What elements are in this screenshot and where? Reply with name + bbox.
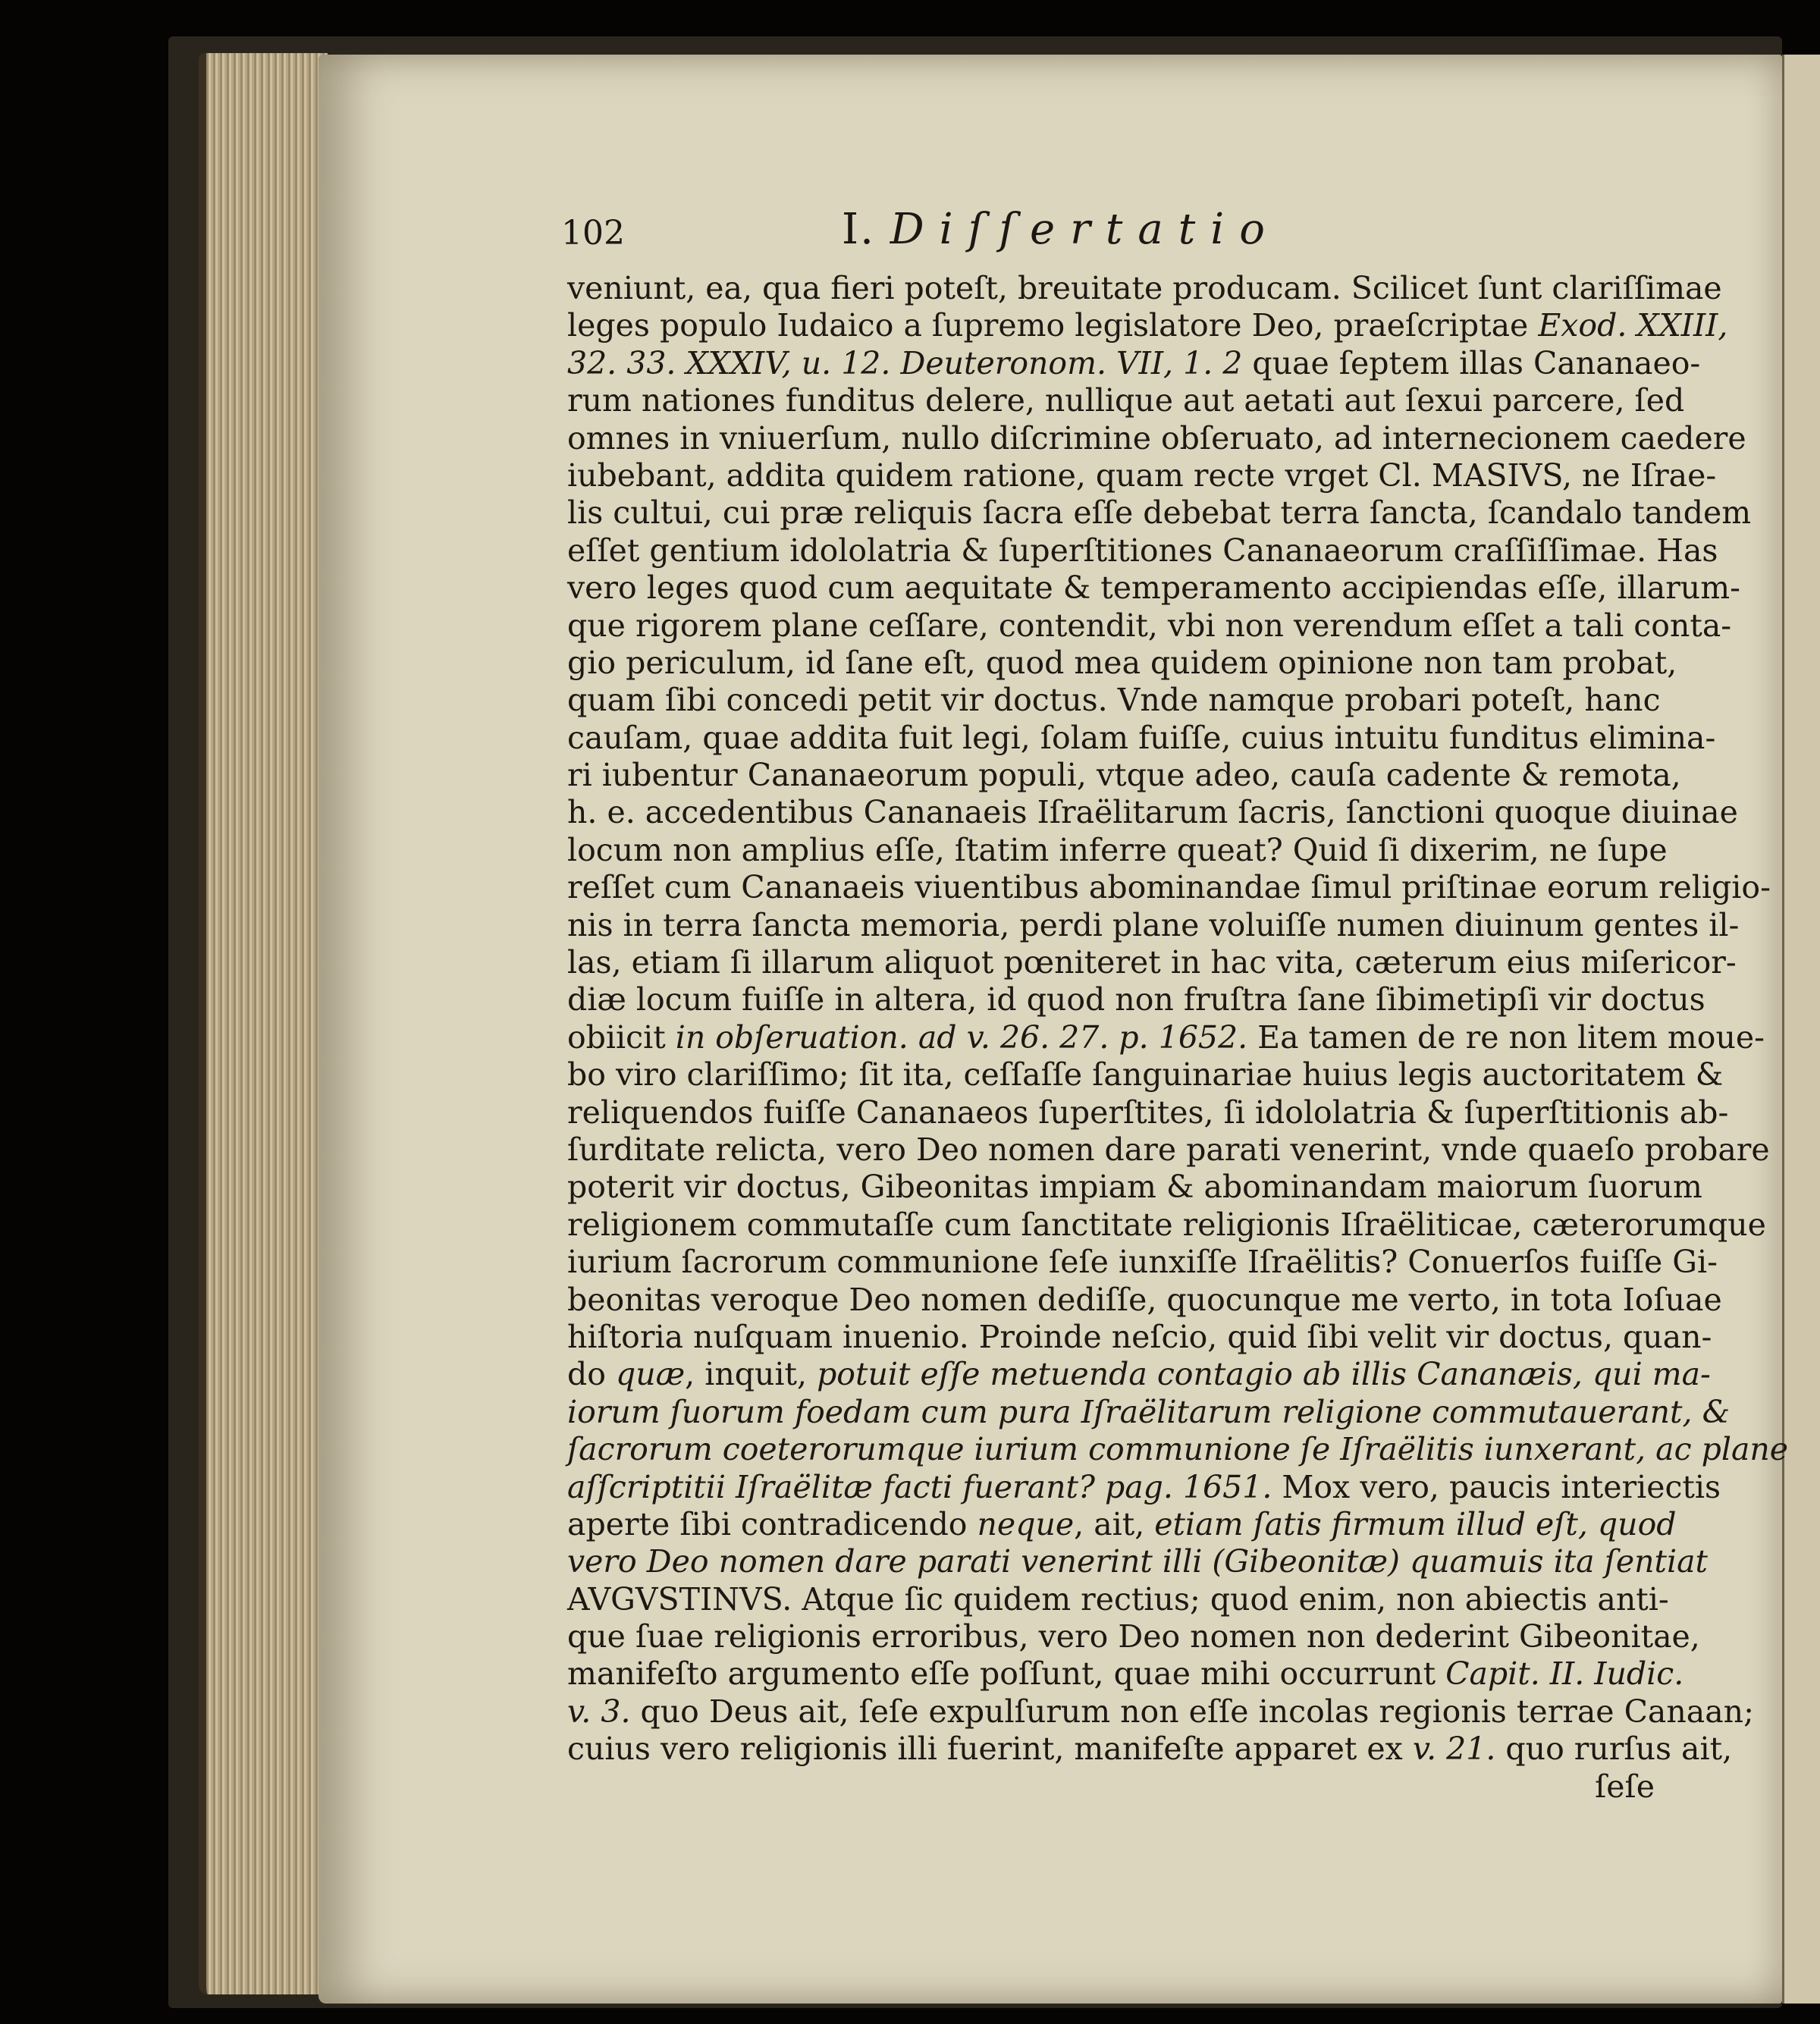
text-line bbox=[567, 457, 1717, 494]
text-run: reſſet cum Cananaeis viuentibus abominandae ſimul priſtinae eorum religio- bbox=[567, 869, 1771, 906]
text-run: locum non amplius eſſe, ſtatim inferre queat? Quid ſi dixerim, ne ſupe bbox=[567, 831, 1668, 868]
text-run: do bbox=[567, 1356, 616, 1393]
text-run: que ſuae religionis erroribus, vero Deo nomen non dederint Gibeonitae, bbox=[567, 1618, 1700, 1655]
text-run: ſurditate relicta, vero Deo nomen dare parati venerint, vnde quaeſo probare bbox=[567, 1131, 1770, 1168]
text-run: las, etiam ſi illarum aliquot pœniteret in hac vita, cæterum eius miſericor- bbox=[567, 944, 1737, 981]
text-run: Mox vero, paucis interiectis bbox=[1272, 1468, 1721, 1505]
text-line bbox=[567, 1618, 1700, 1655]
text-line bbox=[567, 1244, 1718, 1281]
text-run: aperte ſibi contradicendo bbox=[567, 1505, 977, 1542]
page-number: 102 bbox=[561, 214, 625, 253]
text-run: diæ locum fuiſſe in altera, id quod non fruſtra ſane ſibimetipſi vir doctus bbox=[567, 981, 1705, 1018]
text-line bbox=[567, 607, 1732, 645]
text-run: eſſet gentium idololatria & ſuperſtitiones Cananaeorum craſſiſſimae. Has bbox=[567, 532, 1718, 569]
text-run: , ait, bbox=[1074, 1505, 1155, 1542]
text-run: obiicit bbox=[567, 1018, 676, 1056]
text-line bbox=[567, 1543, 1709, 1580]
text-line bbox=[567, 1281, 1722, 1319]
text-line bbox=[567, 307, 1728, 344]
text-run: poterit vir doctus, Gibeonitas impiam & abominandam maiorum ſuorum bbox=[567, 1169, 1702, 1206]
text-line bbox=[567, 1131, 1770, 1169]
italic-run: potuit eſſe metuenda contagio ab illis Cananæis, qui ma- bbox=[817, 1356, 1711, 1393]
running-title-prefix: I. bbox=[842, 205, 875, 254]
text-run: quo rurſus ait, bbox=[1495, 1731, 1733, 1768]
text-run: iubebant, addita quidem ratione, quam recte vrget Cl. MASIVS, ne Iſrae- bbox=[567, 457, 1717, 494]
italic-run: iorum ſuorum foedam cum pura Iſraëlitarum religione commutauerant, & bbox=[567, 1393, 1731, 1430]
text-run: veniunt, ea, qua fieri poteſt, breuitate producam. Scilicet ſunt clariſſimae bbox=[567, 270, 1722, 306]
text-run: AVGVSTINVS. Atque ſic quidem rectius; quod enim, non abiectis anti- bbox=[567, 1580, 1669, 1618]
text-line bbox=[567, 270, 1722, 307]
italic-run: vero Deo nomen dare parati venerint illi (Gibeonitæ) quamuis ita ſentiat bbox=[567, 1543, 1709, 1580]
text-line bbox=[567, 1655, 1684, 1693]
text-run: que rigorem plane ceſſare, contendit, vbi non verendum eſſet a tali conta- bbox=[567, 607, 1732, 644]
text-run: hiſtoria nuſquam inuenio. Proinde neſcio, quid ſibi velit vir doctus, quan- bbox=[567, 1318, 1712, 1355]
running-title-word: Diſſertatio bbox=[890, 205, 1280, 254]
text-run: omnes in vniuerſum, nullo diſcrimine obſeruato, ad internecionem caedere bbox=[567, 419, 1746, 457]
facing-page-edge bbox=[1782, 55, 1820, 2004]
text-line bbox=[567, 532, 1718, 570]
text-run: quam ſibi concedi petit vir doctus. Vnde namque probari poteſt, hanc bbox=[567, 682, 1661, 719]
italic-run: quæ bbox=[615, 1356, 686, 1393]
text-line bbox=[567, 869, 1771, 906]
text-line bbox=[567, 1431, 1789, 1468]
text-line bbox=[567, 344, 1701, 382]
italic-run: v. 21. bbox=[1412, 1731, 1496, 1768]
text-line bbox=[567, 757, 1681, 794]
text-line bbox=[567, 682, 1659, 719]
text-run: nis in terra ſancta memoria, perdi plane voluiſſe numen diuinum gentes il- bbox=[567, 906, 1740, 943]
page-edges bbox=[199, 53, 328, 1994]
italic-run: v. 3. bbox=[567, 1693, 631, 1730]
text-line bbox=[567, 1094, 1729, 1131]
text-line bbox=[567, 644, 1677, 682]
text-line bbox=[567, 1505, 1677, 1543]
text-line bbox=[567, 1393, 1731, 1431]
text-line bbox=[567, 570, 1740, 607]
text-line bbox=[567, 419, 1746, 457]
text-run: leges populo Iudaico a ſupremo legislatore Deo, praeſcriptae bbox=[567, 307, 1539, 344]
text-run: Ea tamen de re non litem moue- bbox=[1247, 1018, 1765, 1056]
italic-run: Capit. II. Iudic. bbox=[1445, 1655, 1684, 1693]
text-line bbox=[567, 944, 1737, 981]
text-line bbox=[567, 1018, 1765, 1056]
text-line bbox=[567, 794, 1738, 831]
text-run: gio periculum, id ſane eſt, quod mea quidem opinione non tam probat, bbox=[567, 644, 1677, 681]
text-line bbox=[567, 981, 1705, 1018]
text-line bbox=[567, 1356, 1711, 1393]
body-text bbox=[567, 270, 1789, 1806]
text-run: cuius vero religionis illi fuerint, manifeſte apparet ex bbox=[567, 1731, 1413, 1768]
italic-run: Exod. XXIII, bbox=[1538, 307, 1728, 344]
text-run: beonitas veroque Deo nomen dediſſe, quocunque me verto, in tota Ioſuae bbox=[567, 1281, 1722, 1318]
text-line bbox=[567, 906, 1740, 944]
text-run: quae ſeptem illas Cananaeo- bbox=[1242, 344, 1701, 381]
text-run: h. e. accedentibus Cananaeis Iſraëlitarum ſacris, ſanctioni quoque diuinae bbox=[567, 794, 1738, 831]
text-line bbox=[567, 831, 1668, 869]
text-line bbox=[567, 382, 1685, 419]
text-line bbox=[567, 1056, 1724, 1094]
italic-run: aſſcriptitii Iſraëlitæ facti fuerant? pag. 1651. bbox=[567, 1468, 1272, 1505]
text-run: reliquendos fuiſſe Cananaeos ſuperſtites, ſi idololatria & ſuperſtitionis ab- bbox=[567, 1094, 1729, 1131]
italic-run: etiam ſatis firmum illud eſt, quod bbox=[1154, 1505, 1677, 1542]
text-line bbox=[567, 1169, 1702, 1206]
text-line bbox=[567, 1693, 1754, 1731]
text-run: , inquit, bbox=[685, 1356, 817, 1393]
text-line bbox=[567, 719, 1716, 757]
italic-run: ſacrorum coeterorumque iurium communione ſe Iſraëlitis iunxerant, ac plane bbox=[567, 1431, 1789, 1468]
text-line bbox=[567, 1318, 1712, 1356]
text-run: manifeſto argumento eſſe poſſunt, quae mihi occurrunt bbox=[567, 1655, 1446, 1693]
italic-run: in obſeruation. ad v. 26. 27. p. 1652. bbox=[675, 1018, 1248, 1056]
text-run: vero leges quod cum aequitate & temperamento accipiendas eſſe, illarum- bbox=[567, 570, 1740, 607]
text-run: religionem commutaſſe cum ſanctitate religionis Iſraëliticae, cæterorumque bbox=[567, 1206, 1766, 1243]
italic-run: neque bbox=[977, 1505, 1075, 1542]
text-run: bo viro clariſſimo; ſit ita, ceſſaſſe ſanguinariae huius legis auctoritatem & bbox=[567, 1056, 1724, 1094]
text-line bbox=[567, 1468, 1721, 1506]
text-line bbox=[567, 1206, 1766, 1244]
running-title bbox=[842, 205, 1280, 254]
text-run: quo Deus ait, ſeſe expulſurum non eſſe incolas regionis terrae Canaan; bbox=[630, 1693, 1754, 1730]
text-run: ri iubentur Cananaeorum populi, vtque adeo, cauſa cadente & remota, bbox=[567, 757, 1681, 794]
running-head bbox=[561, 205, 1699, 258]
italic-run: 32. 33. XXXIV, u. 12. Deuteronom. VII, 1. 2 bbox=[567, 344, 1243, 381]
text-run: rum nationes funditus delere, nullique aut aetati aut ſexui parcere, ſed bbox=[567, 382, 1685, 419]
catchword: ſeſe bbox=[1595, 1768, 1655, 1805]
text-line bbox=[567, 494, 1752, 532]
text-run: cauſam, quae addita fuit legi, ſolam fuiſſe, cuius intuitu funditus elimina- bbox=[567, 719, 1716, 756]
text-run: lis cultui, cui præ reliquis ſacra eſſe debebat terra ſancta, ſcandalo tandem bbox=[567, 494, 1752, 532]
text-line bbox=[567, 1580, 1669, 1618]
text-run: iurium ſacrorum communione ſeſe iunxiſſe Iſraëlitis? Conuerſos fuiſſe Gi- bbox=[567, 1244, 1718, 1281]
text-line bbox=[567, 1731, 1733, 1768]
